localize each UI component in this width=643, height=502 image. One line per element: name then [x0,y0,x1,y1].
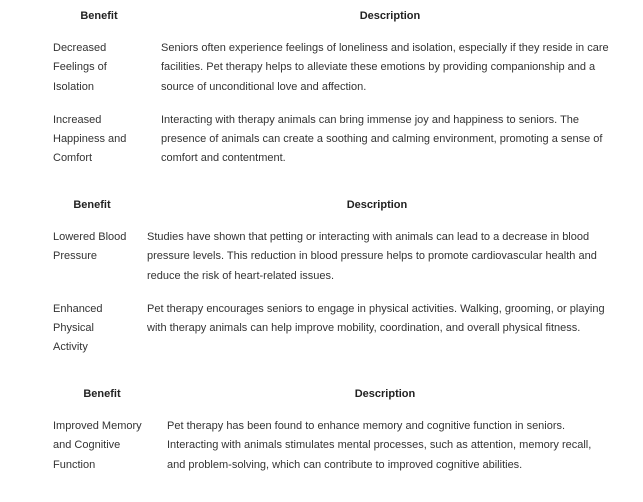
table-header-row [45,380,611,408]
benefit-column-header: Benefit [80,10,118,22]
table-row [45,219,615,291]
benefit-cell: Enhanced Physical Activity [53,302,103,354]
benefit-cell: Decreased Feelings of Isolation [53,42,107,93]
benefits-table-3 [45,380,611,480]
benefits-table-1 [45,2,627,174]
description-cell: Seniors often experience feelings of loneliness and isolation, especially if they reside in care facilities. Pet therapy helps to alleviate these emotions by providing companionship and a source of unconditional love and affection. [161,42,609,93]
table-row [45,291,615,363]
description-cell: Pet therapy encourages seniors to engage in physical activities. Walking, grooming, or playing with therapy animals can help improve mobility, coordination, and overall physical fitness. [147,302,605,335]
table-row [45,30,627,102]
description-cell: Interacting with therapy animals can bring immense joy and happiness to seniors. The presence of animals can create a soothing and calming environment, promoting a sense of comfort and contentment. [161,113,603,165]
table-row [45,102,627,174]
benefits-table-2 [45,191,615,363]
benefit-column-header: Benefit [83,388,121,400]
description-column-header: Description [354,388,416,400]
table-header-row [45,191,615,219]
benefit-column-header: Benefit [73,199,111,211]
description-column-header: Description [346,199,408,211]
benefit-cell: Lowered Blood Pressure [53,231,127,263]
table-header-row [45,2,627,30]
description-cell: Studies have shown that petting or interacting with animals can lead to a decrease in blood pressure levels. This reduction in blood pressure helps to promote cardiovascular health and reduce the risk of heart-related issues. [147,231,597,282]
table-row [45,408,611,480]
description-cell: Pet therapy has been found to enhance memory and cognitive function in seniors. Interacting with animals stimulates mental processes, such as attention, memory recall, and problem-solving, which can contribute to improved cognitive abilities. [167,420,592,471]
description-column-header: Description [359,10,421,22]
benefit-cell: Improved Memory and Cognitive Function [53,420,142,471]
benefit-cell: Increased Happiness and Comfort [53,113,127,165]
